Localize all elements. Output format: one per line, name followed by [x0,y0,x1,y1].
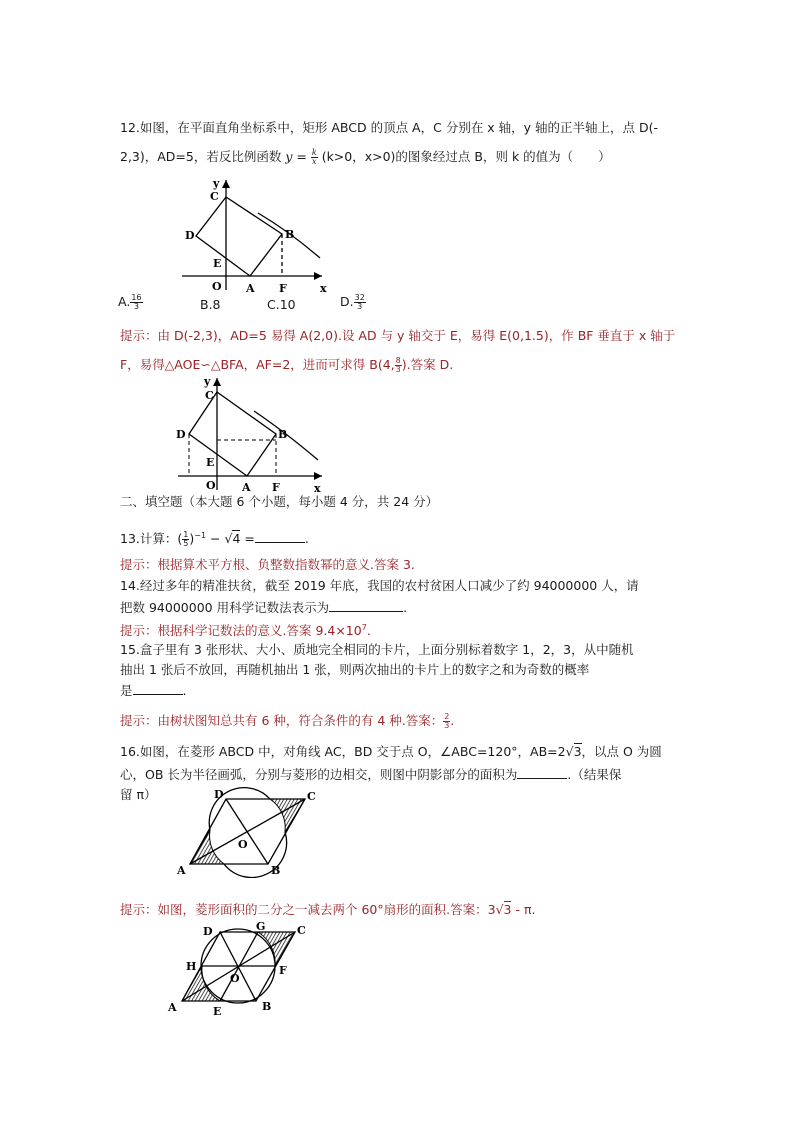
fig4-f-label: F [279,964,287,977]
q14-answer-blank [329,599,403,612]
fig3-b-label: B [271,864,281,877]
q16-hint-a: 提示：如图，菱形面积的二分之一减去两个 60°扇形的面积.答案：3 [120,902,496,917]
fig2-a-label: A [242,481,251,494]
q12-hint2-frac [395,357,402,374]
fig3-a-label: A [177,864,186,877]
q14-hint [120,620,371,639]
q16-sqrt: √3 [565,744,582,759]
q16-line3: 留 π） [120,787,157,802]
q12-option-a [118,294,143,311]
q16-line1-a: 16.如图，在菱形 ABCD 中，对角线 AC，BD 交于点 O，∠ABC=120°，AB=2 [120,744,566,759]
q12-line2-a: 2,3)，AD=5，若反比例函数 [120,149,282,164]
q16-hint-b: - π. [511,902,536,917]
fig1-o-label: O [212,280,222,293]
q13-close: ) [189,531,195,547]
option-d-den: 3 [357,302,363,311]
fig4-d-label: D [203,925,213,938]
q16-hint-sqrt: √3 [495,902,512,917]
q12-hint2-den: 3 [395,365,401,374]
q13-equals: = [244,531,255,547]
q12-hint-line1: 提示：由 D(-2,3)，AD=5 易得 A(2,0).设 AD 与 y 轴交于 E，易得 E(0,1.5)，作 BF 垂直于 x 轴于 [120,328,676,343]
q14-line1: 14.经过多年的精准扶贫，截至 2019 年底，我国的农村贫困人口减少了约 94000000 人，请 [120,578,639,593]
q16-figure-2 [165,918,315,1018]
section-2-heading: 二、填空题（本大题 6 个小题，每小题 4 分，共 24 分） [120,494,439,509]
fig2-o-label: O [206,479,216,492]
fig2-f-label: F [272,481,280,494]
q12-line2-b: (k>0，x>0)的图象经过点 B，则 k 的值为（ ） [321,149,611,164]
q12-formula-lhs: y = [285,149,307,164]
q14-hint-a: 提示：根据科学记数法的意义.答案 9.4×10 [120,623,362,639]
fig1-c-label: C [210,190,219,203]
option-a-prefix: A. [118,294,131,309]
q15-line1: 15.盒子里有 3 张形状、大小、质地完全相同的卡片，上面分别标着数字 1，2，3，从中随机 [120,642,634,657]
option-d-prefix: D. [340,294,354,309]
q12-formula-frac [311,149,318,166]
fig1-b-label: B [285,228,295,241]
q15-answer-blank [133,682,183,695]
q12-figure-2 [170,373,340,495]
q16-hint-radicand: 3 [503,902,512,917]
q12-formula-num: k [311,148,317,157]
fig3-o-label: O [238,838,248,851]
q16-answer-blank [517,766,567,779]
q16-line1-b: ，以点 O 为圆 [581,744,662,759]
q12-hint2-a: F，易得△AOE∽△BFA，AF=2，进而可求得 B(4, [120,357,395,372]
fig4-b-label: B [262,1000,272,1013]
q12-line2 [120,149,611,166]
fig3-d-label: D [214,788,224,801]
q15-hint-den: 3 [444,721,450,730]
fig1-a-label: A [246,282,255,295]
fig1-e-label: E [213,257,222,270]
q14-end: . [403,600,408,615]
q13-exponent: −1 [194,531,207,540]
option-a-num: 16 [131,293,142,302]
q12-option-d [340,294,366,311]
q12-hint2-b: ).答案 D. [401,357,454,372]
q16-hint [120,902,535,918]
q16-line2-b: .（结果保 [567,767,622,782]
q16-line2-text: 心，OB 长为半径画弧，分别与菱形的边相交，则图中阴影部分的面积为 [120,767,518,782]
q12-option-c: C.10 [267,297,296,312]
q12-option-b: B.8 [200,297,221,312]
q14-line2 [120,599,407,616]
fig2-x-label: x [314,482,321,495]
q12-hint-line2 [120,357,453,374]
option-d-num: 32 [354,293,365,302]
q13-prefix: 13.计算：( [120,531,183,547]
fig2-d-label: D [176,428,186,441]
q15-line3 [120,682,187,699]
fig1-y-label: y [213,177,220,190]
q13-minus: − [210,531,221,547]
fig1-x-label: x [320,282,327,295]
fig2-e-label: E [206,456,215,469]
q13-answer-blank [255,530,305,543]
option-a-den: 3 [133,302,139,311]
q15-line3-text: 是 [120,683,133,698]
fig4-h-label: H [186,960,197,973]
q12-line1: 12.如图，在平面直角坐标系中，矩形 ABCD 的顶点 A，C 分别在 x 轴，y 轴的正半轴上，点 D(- [120,120,659,135]
fig1-f-label: F [279,282,287,295]
q13-radicand: 4 [232,531,241,547]
q15-hint-a: 提示：由树状图知总共有 6 种，符合条件的有 4 种.答案： [120,713,444,728]
q12-figure-1 [170,172,340,298]
fig4-e-label: E [213,1005,222,1018]
fig2-c-label: C [205,389,214,402]
option-d-frac [354,294,366,311]
q14-hint-exponent: 7 [361,623,367,632]
fig2-b-label: B [278,428,288,441]
q12-hint2-num: 8 [395,356,401,365]
q14-hint-b: . [366,623,371,639]
fig3-c-label: C [307,790,316,803]
q12-formula-den: x [312,157,317,166]
q13-frac-num: 1 [183,530,189,540]
q13-line [120,528,309,548]
q15-end: . [182,683,187,698]
fig2-y-label: y [204,375,211,388]
q16-figure-1 [170,785,335,878]
q15-hint-b: . [450,713,455,728]
fig4-c-label: C [297,924,306,937]
option-a-frac [130,294,142,311]
q13-end: . [304,531,309,547]
fig4-o-label: O [230,972,240,985]
q16-line1 [120,744,662,760]
q15-hint-num: 2 [444,712,450,721]
fig1-d-label: D [185,229,195,242]
fig4-g-label: G [256,920,266,933]
q15-hint [120,713,454,730]
q15-line2: 抽出 1 张后不放回，再随机抽出 1 张，则两次抽出的卡片上的数字之和为奇数的概率 [120,662,590,677]
q13-frac-den: 5 [183,539,189,549]
q13-sqrt: √4 [224,531,241,547]
q14-line2-text: 把数 94000000 用科学记数法表示为 [120,600,330,615]
q13-hint: 提示：根据算术平方根、负整数指数幂的意义.答案 3. [120,557,415,572]
q16-radicand: 3 [573,744,582,759]
q16-line2 [120,766,621,783]
fig4-a-label: A [168,1001,177,1014]
